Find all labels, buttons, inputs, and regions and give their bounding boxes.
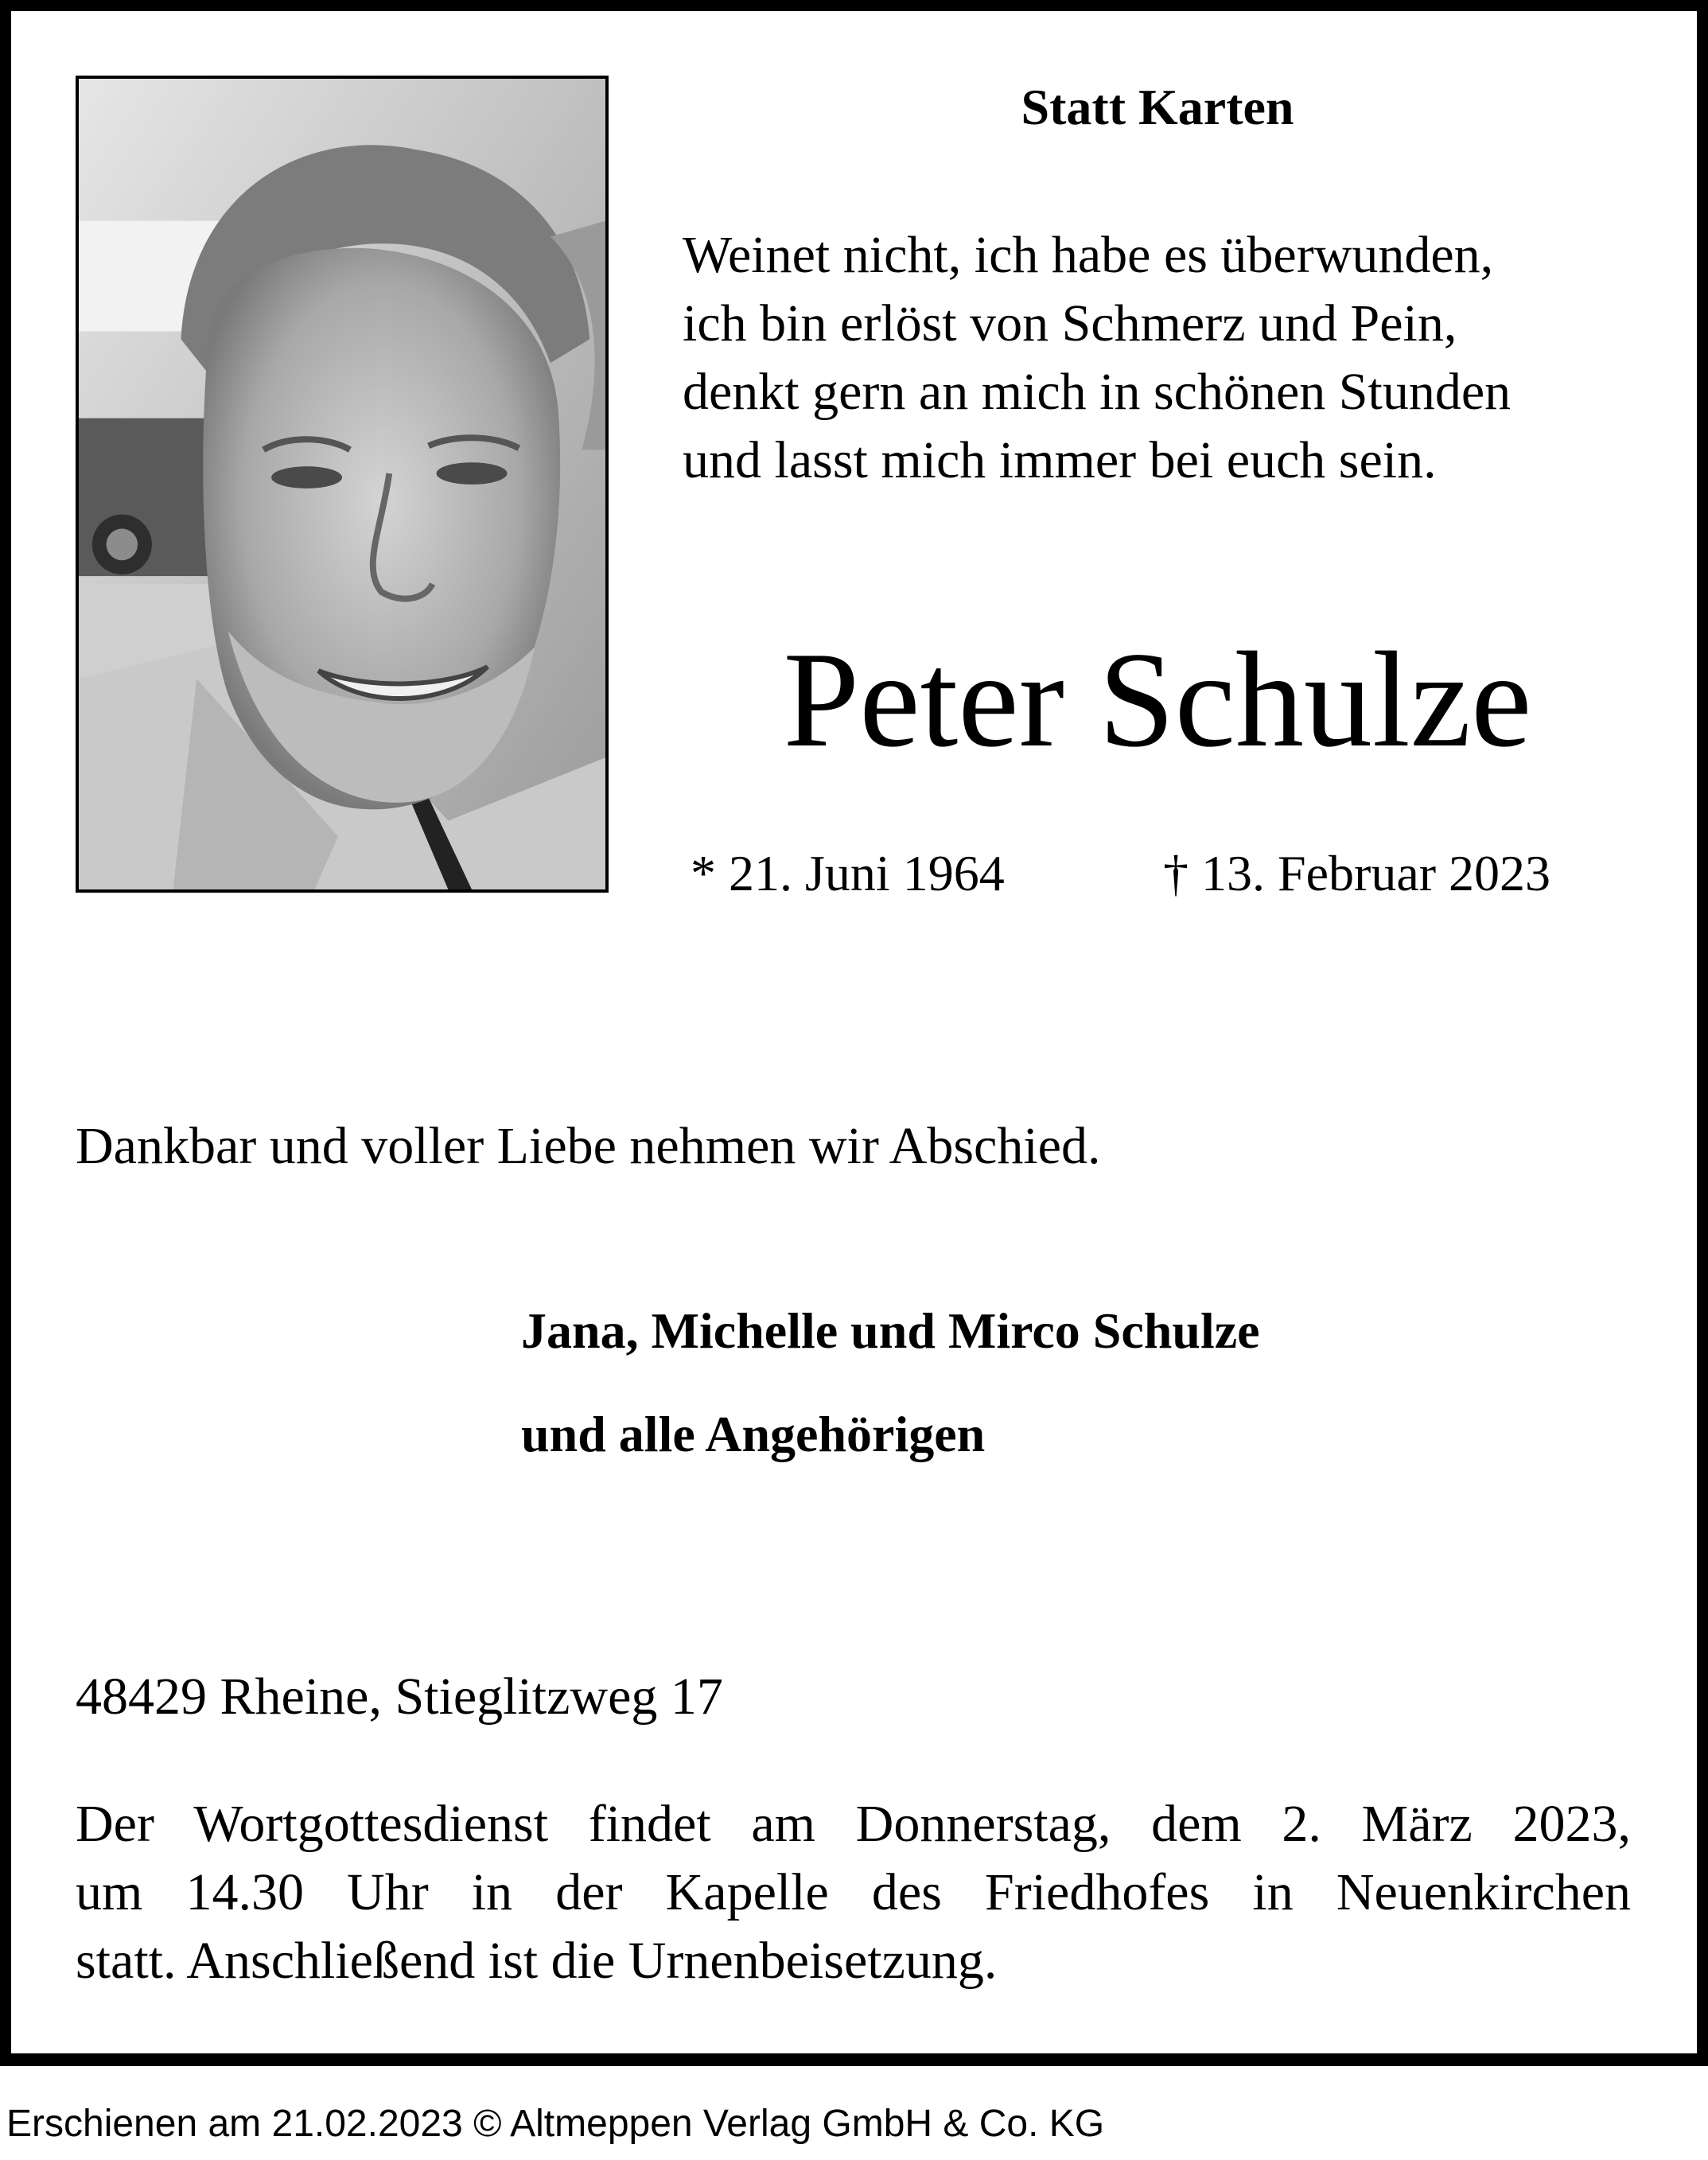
poem <box>683 221 1637 495</box>
statt-karten-header: Statt Karten <box>1021 79 1294 135</box>
service-line: um 14.30 Uhr in der Kapelle des Friedhofes in Neuenkirchen <box>76 1863 1631 1921</box>
family-relatives: und alle Angehörigen <box>521 1406 986 1462</box>
birth-date: * 21. Juni 1964 <box>691 845 1005 901</box>
portrait-photo <box>76 76 609 893</box>
poem-line: und lasst mich immer bei euch sein. <box>683 431 1437 489</box>
family-names: Jana, Michelle und Mirco Schulze <box>521 1302 1260 1359</box>
service-line: statt. Anschließend ist die Urnenbeisetzung. <box>76 1932 998 1990</box>
publication-footer: Erschienen am 21.02.2023 © Altmeppen Verlag GmbH & Co. KG <box>6 2103 1105 2145</box>
death-date: † 13. Februar 2023 <box>1163 845 1551 901</box>
address: 48429 Rheine, Stieglitzweg 17 <box>76 1668 723 1726</box>
service-info <box>76 1790 1631 1995</box>
portrait-image <box>79 79 605 889</box>
poem-line: denkt gern an mich in schönen Stunden <box>683 363 1512 421</box>
poem-line: Weinet nicht, ich habe es überwunden, <box>683 226 1494 284</box>
poem-line: ich bin erlöst von Schmerz und Pein, <box>683 294 1457 352</box>
service-line: Der Wortgottesdienst findet am Donnerstag, dem 2. März 2023, <box>76 1795 1631 1853</box>
farewell-text: Dankbar und voller Liebe nehmen wir Abschied. <box>76 1117 1101 1175</box>
deceased-name: Peter Schulze <box>783 625 1532 776</box>
